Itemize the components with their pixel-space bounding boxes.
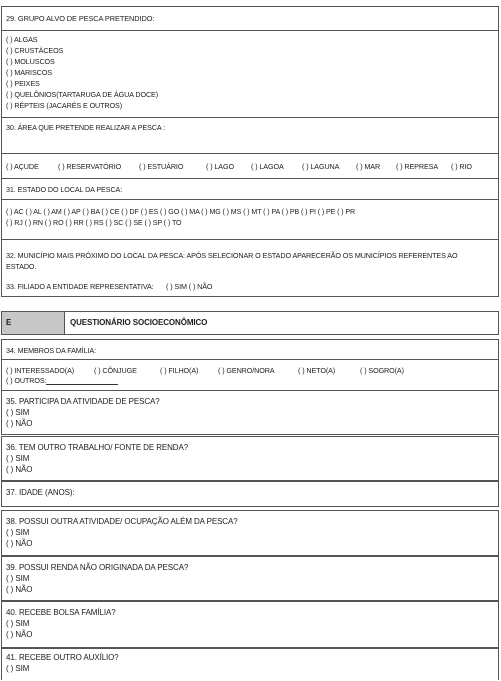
section-e-title: QUESTIONÁRIO SOCIOECONÔMICO [70, 318, 208, 327]
q35-option-nao[interactable]: ( ) NÃO [6, 419, 33, 428]
q35-option-sim[interactable]: ( ) SIM [6, 408, 30, 417]
q41-title: 41. RECEBE OUTRO AUXÍLIO? [6, 653, 119, 662]
q36-title: 36. TEM OUTRO TRABALHO/ FONTE DE RENDA? [6, 443, 189, 452]
q39-option-sim[interactable]: ( ) SIM [6, 574, 30, 583]
section-e-letter: E [6, 318, 12, 327]
q34-option-neto[interactable]: ( ) NETO(A) [298, 366, 336, 375]
q29-option-repteis[interactable]: ( ) RÉPTEIS (JACARÉS E OUTROS) [6, 101, 123, 110]
q36-option-nao[interactable]: ( ) NÃO [6, 465, 33, 474]
q30-option-lago[interactable]: ( ) LAGO [206, 162, 234, 171]
q34-option-genro-nora[interactable]: ( ) GENRO/NORA [218, 366, 275, 375]
q34-option-conjuge[interactable]: ( ) CÔNJUGE [94, 366, 137, 375]
q34-option-filho[interactable]: ( ) FILHO(A) [160, 366, 199, 375]
q34-outros-blank[interactable] [46, 377, 118, 385]
q31-states-line-2[interactable]: ( ) RJ ( ) RN ( ) RO ( ) RR ( ) RS ( ) SC ( ) SE ( ) SP ( ) TO [6, 219, 182, 227]
q34-option-outros[interactable] [6, 376, 118, 385]
q31-states-line-1[interactable]: ( ) AC ( ) AL ( ) AM ( ) AP ( ) BA ( ) CE ( ) DF ( ) ES ( ) GO ( ) MA ( ) MG ( ) MS ( ) MT ( ) PA ( ) PB ( ) PI ( ) PE ( ) PR [6, 208, 356, 216]
q37-title: 37. IDADE (ANOS): [6, 488, 75, 497]
section-e-letter-cell [2, 312, 65, 334]
q40-option-nao[interactable]: ( ) NÃO [6, 630, 33, 639]
q29-option-quelonios[interactable]: ( ) QUELÔNIOS(TARTARUGA DE ÁGUA DOCE) [6, 90, 159, 99]
q29-option-moluscos[interactable]: ( ) MOLUSCOS [6, 57, 55, 66]
q33-title: 33. FILIADO A ENTIDADE REPRESENTATIVA: [6, 282, 154, 291]
q34-option-sogro[interactable]: ( ) SOGRO(A) [360, 366, 404, 375]
q30-option-mar[interactable]: ( ) MAR [356, 162, 381, 171]
q30-option-acude[interactable]: ( ) AÇUDE [6, 162, 39, 171]
q30-option-lagoa[interactable]: ( ) LAGOA [251, 162, 284, 171]
q29-option-mariscos[interactable]: ( ) MARISCOS [6, 68, 52, 77]
q34-outros-label: ( ) OUTROS: [6, 376, 47, 385]
q34-option-interessado[interactable]: ( ) INTERESSADO(A) [6, 366, 75, 375]
q32-text-line-2: ESTADO. [6, 262, 37, 271]
q39-title: 39. POSSUI RENDA NÃO ORIGINADA DA PESCA? [6, 563, 189, 572]
q30-title: 30. ÁREA QUE PRETENDE REALIZAR A PESCA : [6, 123, 165, 132]
q31-title: 31. ESTADO DO LOCAL DA PESCA: [6, 185, 123, 194]
q36-option-sim[interactable]: ( ) SIM [6, 454, 30, 463]
q29-title: 29. GRUPO ALVO DE PESCA PRETENDIDO: [6, 14, 155, 23]
q32-text-line-1: 32. MUNICÍPIO MAIS PRÓXIMO DO LOCAL DA PESCA: APÓS SELECIONAR O ESTADO APARECERÃO OS MUNICÍPIOS REFERENTES AO [6, 251, 458, 260]
q35-title: 35. PARTICIPA DA ATIVIDADE DE PESCA? [6, 397, 160, 406]
q38-title: 38. POSSUI OUTRA ATIVIDADE/ OCUPAÇÃO ALÉM DA PESCA? [6, 517, 238, 526]
q37-box [1, 481, 499, 507]
q29-option-algas[interactable]: ( ) ALGAS [6, 35, 38, 44]
q30-option-rio[interactable]: ( ) RIO [451, 162, 472, 171]
q34-title: 34. MEMBROS DA FAMÍLIA: [6, 346, 96, 355]
q30-option-reservatorio[interactable]: ( ) RESERVATÓRIO [58, 162, 122, 171]
q38-option-nao[interactable]: ( ) NÃO [6, 539, 33, 548]
q30-option-represa[interactable]: ( ) REPRESA [396, 162, 439, 171]
q30-option-laguna[interactable]: ( ) LAGUNA [302, 162, 340, 171]
q34-options-box [1, 359, 499, 391]
q40-option-sim[interactable]: ( ) SIM [6, 619, 30, 628]
q40-title: 40. RECEBE BOLSA FAMÍLIA? [6, 608, 116, 617]
q38-option-sim[interactable]: ( ) SIM [6, 528, 30, 537]
q29-option-peixes[interactable]: ( ) PEIXES [6, 79, 40, 88]
q41-option-sim[interactable]: ( ) SIM [6, 664, 30, 673]
q29-option-crustaceos[interactable]: ( ) CRUSTÁCEOS [6, 46, 64, 55]
q30-option-estuario[interactable]: ( ) ESTUÁRIO [139, 162, 184, 171]
q39-option-nao[interactable]: ( ) NÃO [6, 585, 33, 594]
q33-options[interactable]: ( ) SIM ( ) NÃO [166, 282, 213, 291]
